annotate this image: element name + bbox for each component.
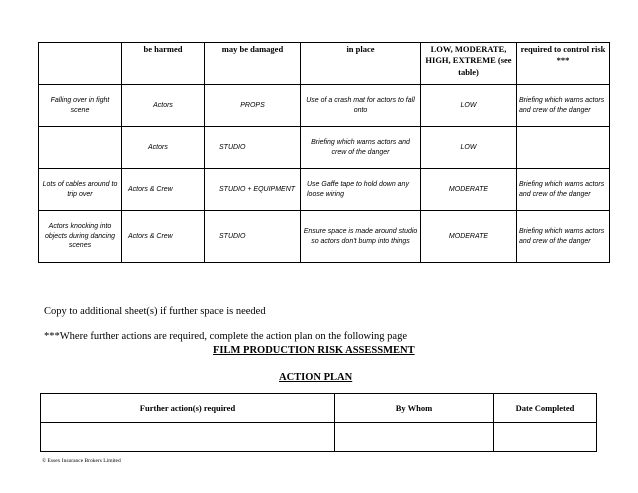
header-by-whom: By Whom (335, 394, 494, 423)
table-cell: PROPS (205, 85, 301, 127)
table-cell: Actors knocking into objects during dancing scenes (39, 211, 122, 263)
date-completed-cell[interactable] (494, 423, 597, 452)
table-cell: Falling over in fight scene (39, 85, 122, 127)
header-risk-level: LOW, MODERATE, HIGH, EXTREME (see table) (421, 43, 517, 85)
table-cell: Actors & Crew (122, 211, 205, 263)
action-plan-title: ACTION PLAN (279, 372, 353, 383)
further-actions-note: ***Where further actions are required, complete the action plan on the following page (44, 331, 407, 342)
table-cell: LOW (421, 85, 517, 127)
table-cell: Lots of cables around to trip over (39, 169, 122, 211)
further-actions-cell[interactable] (41, 423, 335, 452)
table-cell: Actors (122, 85, 205, 127)
table-cell: Use of a crash mat for actors to fall onto (301, 85, 421, 127)
page-title: FILM PRODUCTION RISK ASSESSMENT (213, 345, 415, 356)
table-cell: Actors & Crew (122, 169, 205, 211)
header-hazard (39, 43, 122, 85)
table-cell: STUDIO + EQUIPMENT (205, 169, 301, 211)
by-whom-cell[interactable] (335, 423, 494, 452)
table-cell: Ensure space is made around studio so actors don't bump into things (301, 211, 421, 263)
table-cell: STUDIO (205, 127, 301, 169)
table-cell: Briefing which warns actors and crew of the danger (301, 127, 421, 169)
table-cell: LOW (421, 127, 517, 169)
table-row (39, 85, 610, 127)
table-cell: Use Gaffe tape to hold down any loose wiring (301, 169, 421, 211)
table-row (39, 169, 610, 211)
table-row (39, 127, 610, 169)
table-cell: MODERATE (421, 211, 517, 263)
table-row (39, 211, 610, 263)
header-who: be harmed (122, 43, 205, 85)
copyright-footer: © Essex Insurance Brokers Limited (42, 458, 121, 464)
header-further-action: required to control risk *** (517, 43, 610, 85)
table-cell: Briefing which warns actors and crew of the danger (517, 85, 610, 127)
table-cell: Actors (122, 127, 205, 169)
table-cell (517, 127, 610, 169)
header-controls: in place (301, 43, 421, 85)
table-cell: Briefing which warns actors and crew of the danger (517, 211, 610, 263)
table-cell: Briefing which warns actors and crew of the danger (517, 169, 610, 211)
action-plan-entry-row (41, 423, 597, 452)
table-cell (39, 127, 122, 169)
copy-note: Copy to additional sheet(s) if further space is needed (44, 306, 266, 317)
action-plan-table (40, 393, 597, 452)
risk-table (38, 42, 610, 263)
table-cell: STUDIO (205, 211, 301, 263)
header-what: may be damaged (205, 43, 301, 85)
header-date-completed: Date Completed (494, 394, 597, 423)
header-further-actions: Further action(s) required (41, 394, 335, 423)
risk-table-header-row (39, 43, 610, 85)
table-cell: MODERATE (421, 169, 517, 211)
action-plan-header-row (41, 394, 597, 423)
